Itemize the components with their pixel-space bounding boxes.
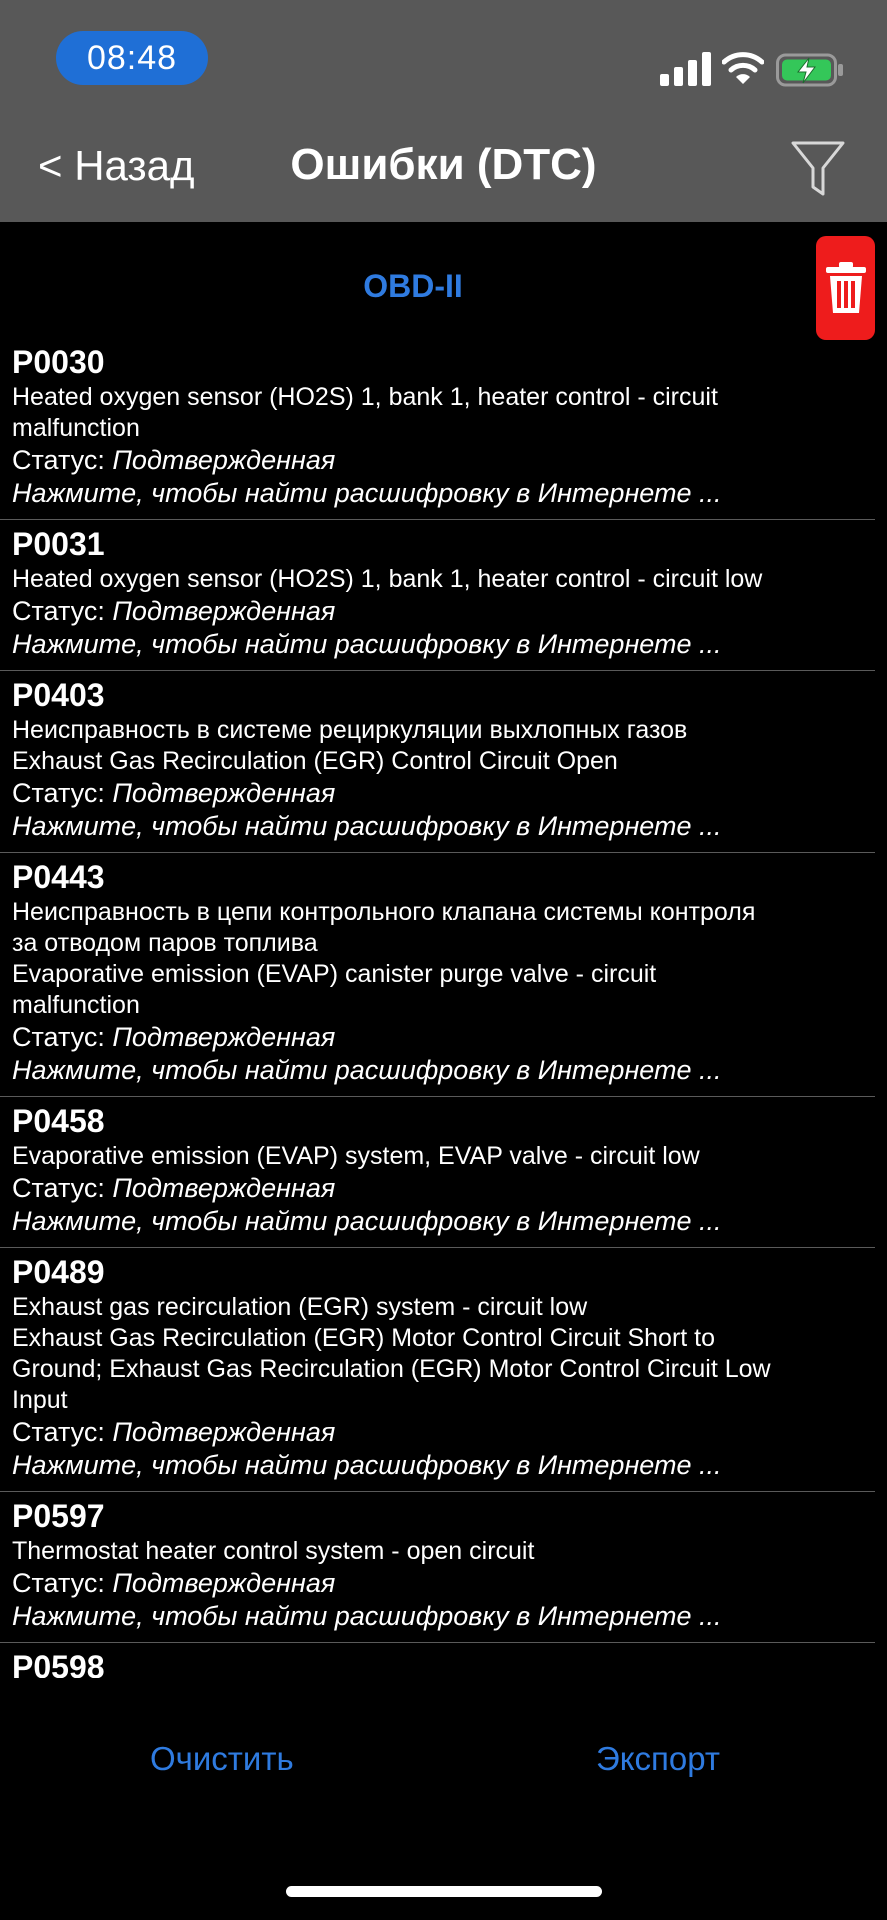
dtc-status-value: Подтвержденная	[112, 596, 336, 626]
delete-button[interactable]	[816, 236, 875, 340]
clear-button[interactable]: Очистить	[150, 1740, 294, 1777]
dtc-code: P0403	[12, 677, 105, 713]
dtc-code: P0489	[12, 1254, 105, 1290]
dtc-status-label: Статус:	[12, 596, 113, 626]
dtc-item[interactable]	[0, 671, 875, 853]
dtc-status-label: Статус:	[12, 778, 113, 808]
dtc-status-label: Статус:	[12, 1022, 113, 1052]
dtc-item[interactable]	[0, 1643, 875, 1678]
dtc-item[interactable]	[0, 520, 875, 671]
dtc-status-value: Подтвержденная	[112, 778, 336, 808]
dtc-code: P0031	[12, 526, 105, 562]
dtc-search-hint[interactable]: Нажмите, чтобы найти расшифровку в Интернете ...	[12, 478, 722, 508]
battery-charging-icon	[776, 52, 844, 88]
dtc-description: Heated oxygen sensor (HO2S) 1, bank 1, heater control - circuit low	[12, 565, 763, 593]
dtc-status	[12, 777, 863, 810]
status-bar	[0, 0, 887, 112]
back-button[interactable]: < Назад	[38, 142, 195, 189]
dtc-status-value: Подтвержденная	[112, 1022, 336, 1052]
dtc-status	[12, 444, 863, 477]
dtc-status	[12, 1567, 863, 1600]
dtc-status	[12, 1172, 863, 1205]
wifi-icon	[722, 50, 764, 86]
dtc-item[interactable]	[0, 853, 875, 1097]
dtc-description: Evaporative emission (EVAP) system, EVAP valve - circuit low	[12, 1142, 700, 1170]
dtc-status-label: Статус:	[12, 445, 113, 475]
dtc-item[interactable]	[0, 338, 875, 520]
dtc-search-hint[interactable]: Нажмите, чтобы найти расшифровку в Интернете ...	[12, 629, 722, 659]
dtc-item[interactable]	[0, 1492, 875, 1643]
dtc-search-hint[interactable]: Нажмите, чтобы найти расшифровку в Интернете ...	[12, 1450, 722, 1480]
dtc-search-hint[interactable]: Нажмите, чтобы найти расшифровку в Интернете ...	[12, 1055, 722, 1085]
export-button[interactable]: Экспорт	[596, 1740, 720, 1777]
dtc-status-value: Подтвержденная	[112, 1568, 336, 1598]
dtc-list	[0, 338, 887, 1678]
navigation-bar	[0, 112, 887, 222]
filter-icon[interactable]	[790, 140, 846, 198]
dtc-status-label: Статус:	[12, 1568, 113, 1598]
dtc-status	[12, 1021, 863, 1054]
dtc-status-value: Подтвержденная	[112, 445, 336, 475]
dtc-description: Heated oxygen sensor (HO2S) 1, bank 1, heater control - circuit malfunction	[12, 383, 718, 442]
dtc-status	[12, 595, 863, 628]
dtc-description: Exhaust gas recirculation (EGR) system - circuit low Exhaust Gas Recirculation (EGR) Motor Control Circuit Short to Ground; Exhaust Gas Recirculation (EGR) Motor Control Circuit Low Input	[12, 1293, 771, 1414]
dtc-code: P0597	[12, 1498, 105, 1534]
dtc-item[interactable]	[0, 1248, 875, 1492]
dtc-search-hint[interactable]: Нажмите, чтобы найти расшифровку в Интернете ...	[12, 811, 722, 841]
home-indicator[interactable]	[286, 1886, 602, 1897]
dtc-description: Thermostat heater control system - open circuit	[12, 1537, 535, 1565]
dtc-status-value: Подтвержденная	[112, 1417, 336, 1447]
dtc-item[interactable]	[0, 1097, 875, 1248]
dtc-code: P0598	[12, 1649, 105, 1678]
dtc-status-label: Статус:	[12, 1417, 113, 1447]
section-header-obd2: OBD-II	[363, 268, 463, 304]
status-time[interactable]: 08:48	[56, 31, 208, 85]
dtc-status	[12, 1416, 863, 1449]
cellular-signal-icon	[660, 52, 712, 86]
dtc-search-hint[interactable]: Нажмите, чтобы найти расшифровку в Интернете ...	[12, 1206, 722, 1236]
dtc-code: P0443	[12, 859, 105, 895]
dtc-status-label: Статус:	[12, 1173, 113, 1203]
dtc-description: Неисправность в системе рециркуляции выхлопных газов Exhaust Gas Recirculation (EGR) Control Circuit Open	[12, 716, 688, 775]
dtc-status-value: Подтвержденная	[112, 1173, 336, 1203]
dtc-description: Неисправность в цепи контрольного клапана системы контроля за отводом паров топлива Evaporative emission (EVAP) canister purge valve - circuit malfunction	[12, 898, 756, 1019]
dtc-code: P0030	[12, 344, 105, 380]
dtc-code: P0458	[12, 1103, 105, 1139]
trash-icon	[825, 261, 867, 315]
page-title: Ошибки (DTC)	[290, 140, 597, 189]
dtc-search-hint[interactable]: Нажмите, чтобы найти расшифровку в Интернете ...	[12, 1601, 722, 1631]
